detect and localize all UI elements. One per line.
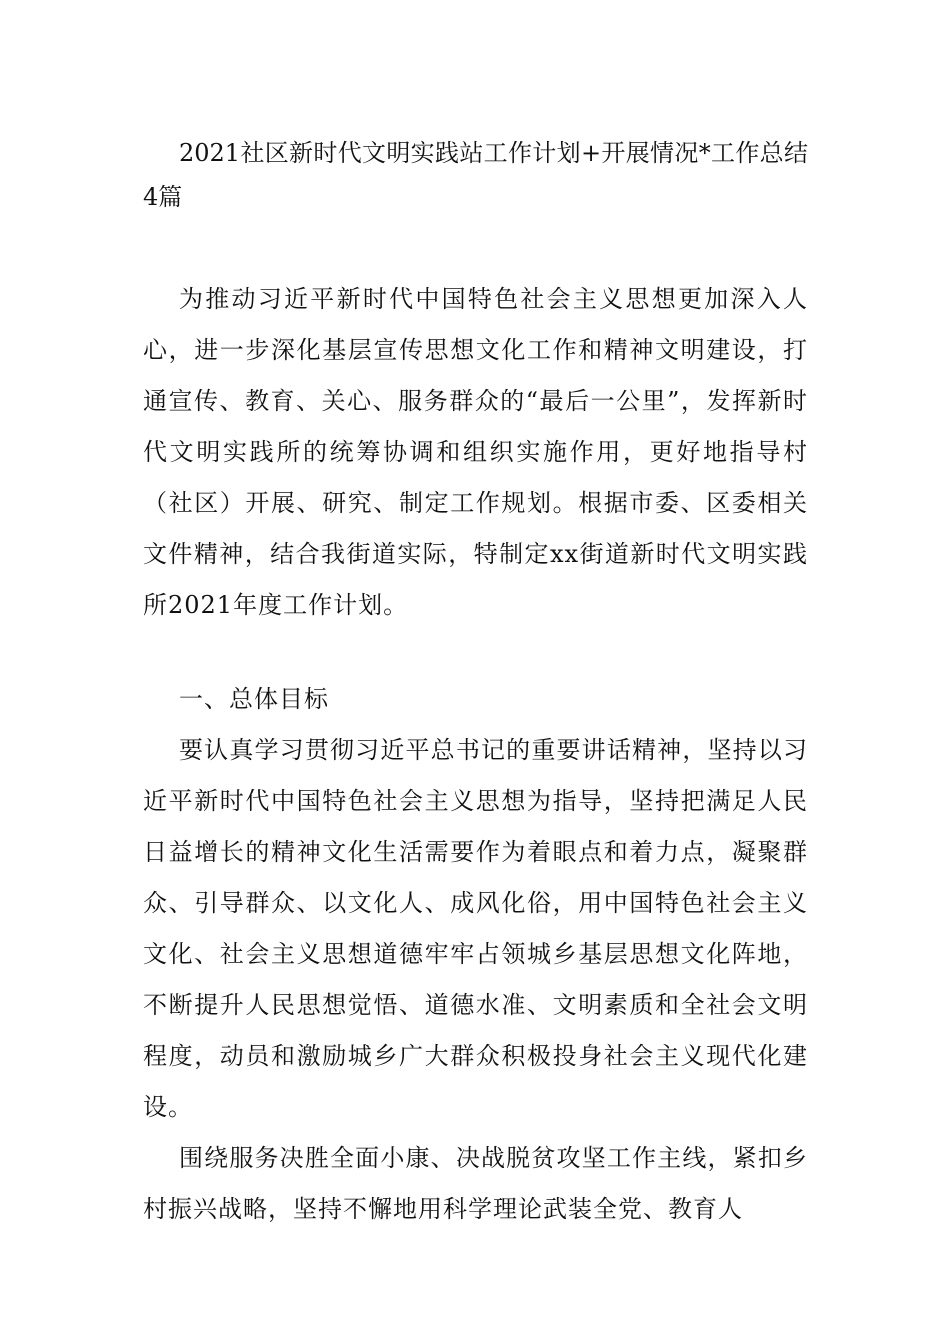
- body-paragraph: 要认真学习贯彻习近平总书记的重要讲话精神，坚持以习近平新时代中国特色社会主义思想为指导，坚持把满足人民日益增长的精神文化生活需要作为着眼点和着力点，凝聚群众、引导群众、以文化人、成风化俗，用中国特色社会主义文化、社会主义思想道德牢牢占领城乡基层思想文化阵地，不断提升人民思想觉悟、道德水准、文明素质和全社会文明程度，动员和激励城乡广大群众积极投身社会主义现代化建设。: [143, 736, 808, 1121]
- intro-block: [143, 274, 808, 631]
- section-heading: 一、总体目标: [179, 685, 329, 713]
- intro-paragraph: 为推动习近平新时代中国特色社会主义思想更加深入人心，进一步深化基层宣传思想文化工作和精神文明建设，打通宣传、教育、关心、服务群众的“最后一公里”，发挥新时代文明实践所的统筹协调和组织实施作用，更好地指导村（社区）开展、研究、制定工作规划。根据市委、区委相关文件精神，结合我街道实际，特制定xx街道新时代文明实践所2021年度工作计划。: [143, 285, 808, 619]
- section-1: [143, 674, 808, 1235]
- document-title: 2021社区新时代文明实践站工作计划+开展情况*工作总结4篇: [143, 139, 808, 211]
- body-paragraph: 围绕服务决胜全面小康、决战脱贫攻坚工作主线，紧扣乡村振兴战略，坚持不懈地用科学理论武装全党、教育人: [143, 1144, 808, 1223]
